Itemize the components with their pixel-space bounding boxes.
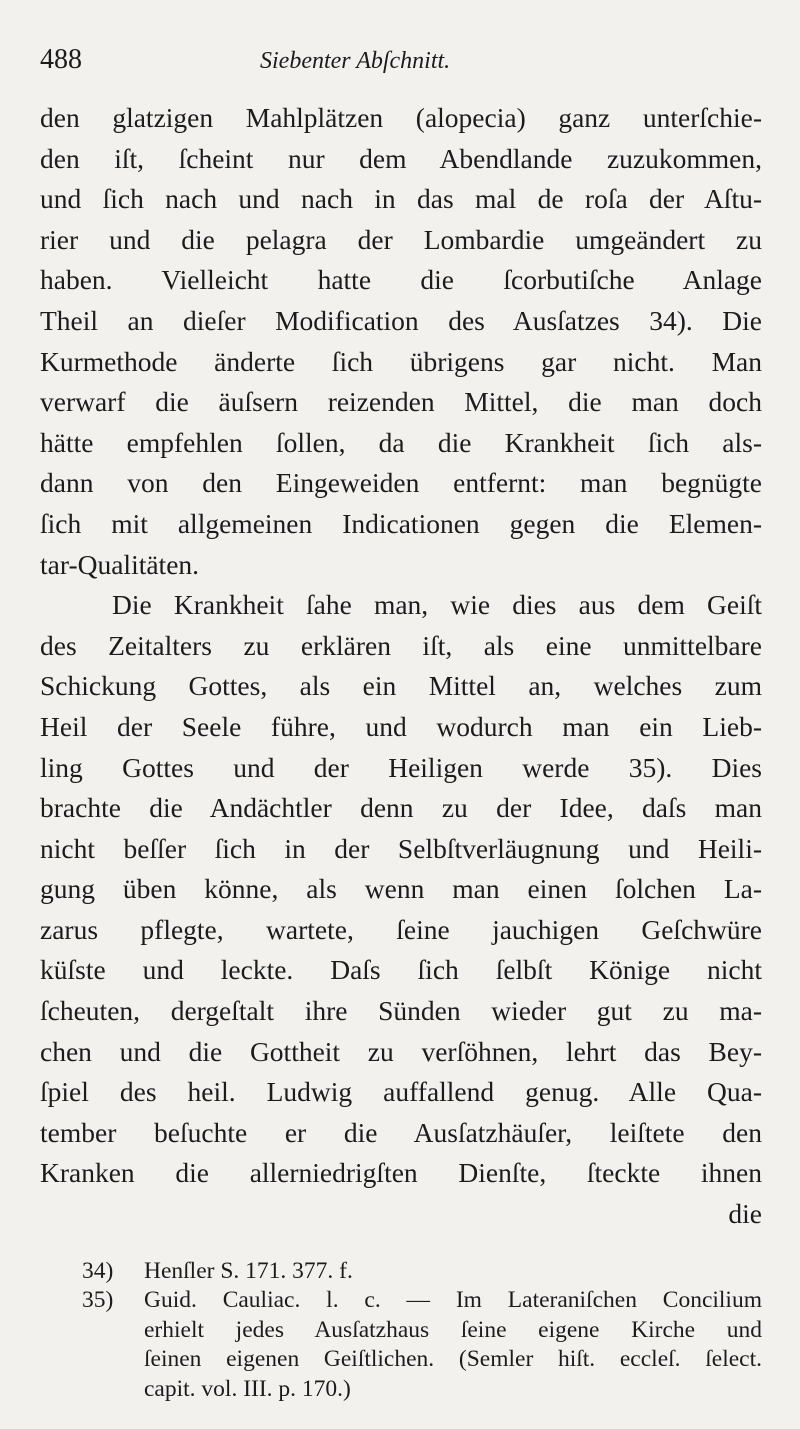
text-line: haben. Vielleicht hatte die ſcorbutiſche Anlage: [40, 264, 762, 296]
text-line: verwarf die äuſsern reizenden Mittel, die man doch: [40, 386, 762, 418]
text-line: den iſt, ſcheint nur dem Abendlande zuzukommen,: [40, 142, 762, 174]
footnote-line: ſeinen eigenen Geiſtlichen. (Semler hiſt. eccleſ. ſelect.: [144, 1346, 762, 1373]
footnote-line: Henſler S. 171. 377. f.: [144, 1257, 353, 1284]
footnote-line: Guid. Cauliac. l. c. — Im Lateraniſchen Concilium: [144, 1287, 762, 1314]
text-line: rier und die pelagra der Lombardie umgeändert zu: [40, 223, 762, 255]
footnote-line: erhielt jedes Ausſatzhaus ſeine eigene Kirche und: [144, 1316, 762, 1343]
text-line: gung üben könne, als wenn man einen ſolchen La-: [40, 873, 762, 905]
footnote-mark: 34): [82, 1257, 114, 1284]
text-line: Kurmethode änderte ſich übrigens gar nicht. Man: [40, 345, 762, 377]
footnote-line: capit. vol. III. p. 170.): [144, 1375, 351, 1402]
text-line: brachte die Andächtler denn zu der Idee, daſs man: [40, 792, 762, 824]
text-line: tar-Qualitäten.: [40, 548, 200, 580]
text-line: ſcheuten, dergeſtalt ihre Sünden wieder gut zu ma-: [40, 995, 762, 1027]
text-line: tember beſuchte er die Ausſatzhäuſer, leiſtete den: [40, 1116, 762, 1148]
text-line: und ſich nach und nach in das mal de roſa der Aſtu-: [40, 183, 762, 215]
page-header: [40, 44, 762, 84]
text-line: ſich mit allgemeinen Indicationen gegen die Elemen-: [40, 507, 762, 539]
text-line: hätte empfehlen ſollen, da die Krankheit ſich als-: [40, 426, 762, 458]
text-line: Die Krankheit ſahe man, wie dies aus dem Geiſt: [112, 589, 762, 621]
text-line: des Zeitalters zu erklären iſt, als eine unmittelbare: [40, 629, 762, 661]
text-line: dann von den Eingeweiden entfernt: man begnügte: [40, 467, 762, 499]
text-line: den glatzigen Mahlplätzen (alopecia) ganz unterſchie-: [40, 102, 762, 133]
text-line: chen und die Gottheit zu verſöhnen, lehrt das Bey-: [40, 1035, 762, 1067]
text-line: küſste und leckte. Daſs ſich ſelbſt Könige nicht: [40, 954, 762, 986]
text-line: Heil der Seele führe, und wodurch man ein Lieb-: [40, 710, 762, 742]
text-line: zarus pflegte, wartete, ſeine jauchigen Geſchwüre: [40, 913, 762, 945]
footnote-34: [40, 1257, 762, 1287]
text-line: Kranken die allerniedrigſten Dienſte, ſteckte ihnen: [40, 1157, 762, 1189]
footnote-35: [40, 1286, 762, 1404]
catchword: die: [728, 1198, 762, 1230]
footnotes: [40, 1257, 762, 1405]
running-head: Siebenter Abſchnitt.: [260, 48, 451, 74]
body-text: [40, 98, 762, 1235]
text-line: ſpiel des heil. Ludwig auffallend genug. Alle Qua-: [40, 1076, 762, 1108]
text-line: Theil an dieſer Modification des Ausſatzes 34). Die: [40, 304, 762, 336]
text-line: Schickung Gottes, als ein Mittel an, welches zum: [40, 670, 762, 702]
text-line: nicht beſſer ſich in der Selbſtverläugnung und Heili-: [40, 832, 762, 864]
text-line: ling Gottes und der Heiligen werde 35). Dies: [40, 751, 762, 783]
page-number: 488: [40, 44, 82, 75]
footnote-mark: 35): [82, 1287, 114, 1314]
